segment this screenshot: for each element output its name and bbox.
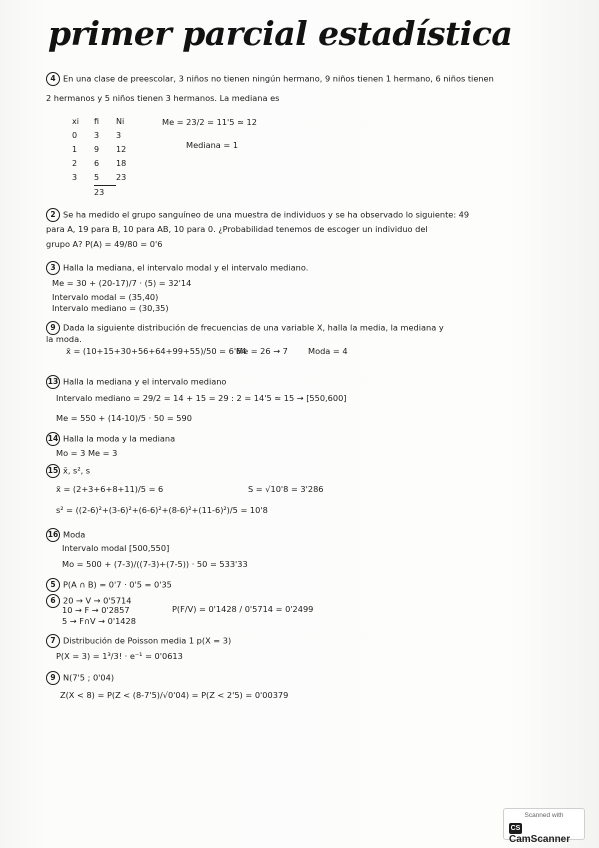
q5-number: 5 — [46, 578, 60, 592]
q7-number: 7 — [46, 634, 60, 648]
q4-me-calc: Me = 23/2 = 11'5 ≃ 12 — [162, 117, 257, 127]
q4-mediana: Mediana = 1 — [186, 140, 239, 150]
q7-statement: 7 Distribución de Poisson media 1 p(X = 3) — [46, 634, 231, 648]
q3-intervalo-modal: Intervalo modal = (35,40) — [52, 292, 159, 302]
table-row: 1 9 12 — [72, 145, 127, 154]
q16-statement: 16 Moda — [46, 528, 85, 542]
q4-number: 4 — [46, 72, 60, 86]
q6-line1: 6 20 → V → 0'5714 — [46, 594, 131, 608]
q15-number: 15 — [46, 464, 60, 478]
q9a-statement-line2: la moda. — [46, 334, 82, 344]
q6-probability: P(F/V) = 0'1428 / 0'5714 = 0'2499 — [172, 604, 314, 614]
header-xi: xi — [72, 117, 79, 126]
q13-number: 13 — [46, 375, 60, 389]
q4-statement-line1: 4 En una clase de preescolar, 3 niños no tienen ningún hermano, 9 niños tienen 1 hermano, 6 niños tienen — [46, 72, 494, 86]
table-total-row — [72, 186, 138, 201]
q14-statement: 14 Halla la moda y la mediana — [46, 432, 175, 446]
q3-intervalo-mediano: Intervalo mediano = (30,35) — [52, 303, 169, 313]
camscanner-badge — [503, 808, 585, 846]
q14-values: Mo = 3 Me = 3 — [56, 448, 118, 458]
q13-me: Me = 550 + (14-10)/5 · 50 = 590 — [56, 413, 192, 423]
header-Ni: Ni — [116, 117, 125, 126]
q6-line3: 5 → F∩V → 0'1428 — [62, 616, 136, 626]
frequency-table — [72, 115, 138, 200]
q9a-statement-line1: 9 Dada la siguiente distribución de frecuencias de una variable X, halla la media, la mediana y — [46, 321, 444, 335]
q13-interval: Intervalo mediano = 29/2 = 14 + 15 = 29 : 2 = 14'5 ≃ 15 → [550,600] — [56, 393, 347, 403]
q9b-number: 9 — [46, 671, 60, 685]
camscanner-logo-icon: CS — [510, 825, 521, 832]
badge-brand: CSCamScanner — [509, 825, 571, 846]
page-title: primer parcial estadística — [48, 14, 513, 53]
q6-number: 6 — [46, 594, 60, 608]
q2-number: 2 — [46, 208, 60, 222]
q6-line2: 10 → F → 0'2857 — [62, 605, 130, 615]
q15-mean: x̄ = (2+3+6+8+11)/5 = 6 — [56, 484, 164, 494]
q9b-answer: Z(X < 8) = P(Z < (8-7'5)/√0'04) = P(Z < 2'5) = 0'00379 — [60, 690, 289, 700]
header-fi: fi — [94, 117, 100, 126]
q15-variance: s² = ((2-6)²+(3-6)²+(6-6)²+(8-6)²+(11-6)²)/5 = 10'8 — [56, 505, 268, 515]
q3-number: 3 — [46, 261, 60, 275]
table-row: 3 5 23 — [72, 171, 138, 186]
q2-statement-line1: 2 Se ha medido el grupo sanguíneo de una muestra de individuos y se ha observado lo siguiente: 49 — [46, 208, 469, 222]
q5-line: 5 P(A ∩ B) = 0'7 · 0'5 = 0'35 — [46, 578, 172, 592]
q9b-statement: 9 N(7'5 ; 0'04) — [46, 671, 114, 685]
q4-statement-line2: 2 hermanos y 5 niños tienen 3 hermanos. La mediana es — [46, 93, 280, 103]
q7-answer: P(X = 3) = 1³/3! · e⁻¹ = 0'0613 — [56, 651, 183, 661]
q9a-mode: Moda = 4 — [308, 346, 348, 356]
q2-statement-line2: para A, 19 para B, 10 para AB, 10 para 0. ¿Probabilidad tenemos de escoger un individuo del — [46, 224, 428, 234]
q16-mo: Mo = 500 + (7-3)/((7-3)+(7-5)) · 50 = 533'33 — [62, 559, 248, 569]
q13-statement: 13 Halla la mediana y el intervalo mediano — [46, 375, 226, 389]
q9a-mean: x̄ = (10+15+30+56+64+99+55)/50 = 6'64 — [66, 346, 247, 356]
q3-statement: 3 Halla la mediana, el intervalo modal y el intervalo mediano. — [46, 261, 308, 275]
q14-number: 14 — [46, 432, 60, 446]
badge-caption: Scanned with — [524, 812, 564, 819]
q15-std: S = √10'8 = 3'286 — [248, 484, 324, 494]
q16-interval: Intervalo modal [500,550] — [62, 543, 170, 553]
table-row: 0 3 3 — [72, 131, 122, 140]
q9a-number: 9 — [46, 321, 60, 335]
q2-answer: grupo A? P(A) = 49/80 = 0'6 — [46, 239, 163, 249]
table-header-row — [72, 115, 138, 129]
q9a-median: Me = 26 → 7 — [236, 346, 288, 356]
q3-me: Me = 30 + (20-17)/7 · (5) = 32'14 — [52, 278, 192, 288]
q15-statement: 15 x̄, s², s — [46, 464, 90, 478]
table-row: 2 6 18 — [72, 159, 127, 168]
q16-number: 16 — [46, 528, 60, 542]
bleed-through-text — [529, 0, 599, 420]
table-total: 23 — [94, 188, 105, 197]
